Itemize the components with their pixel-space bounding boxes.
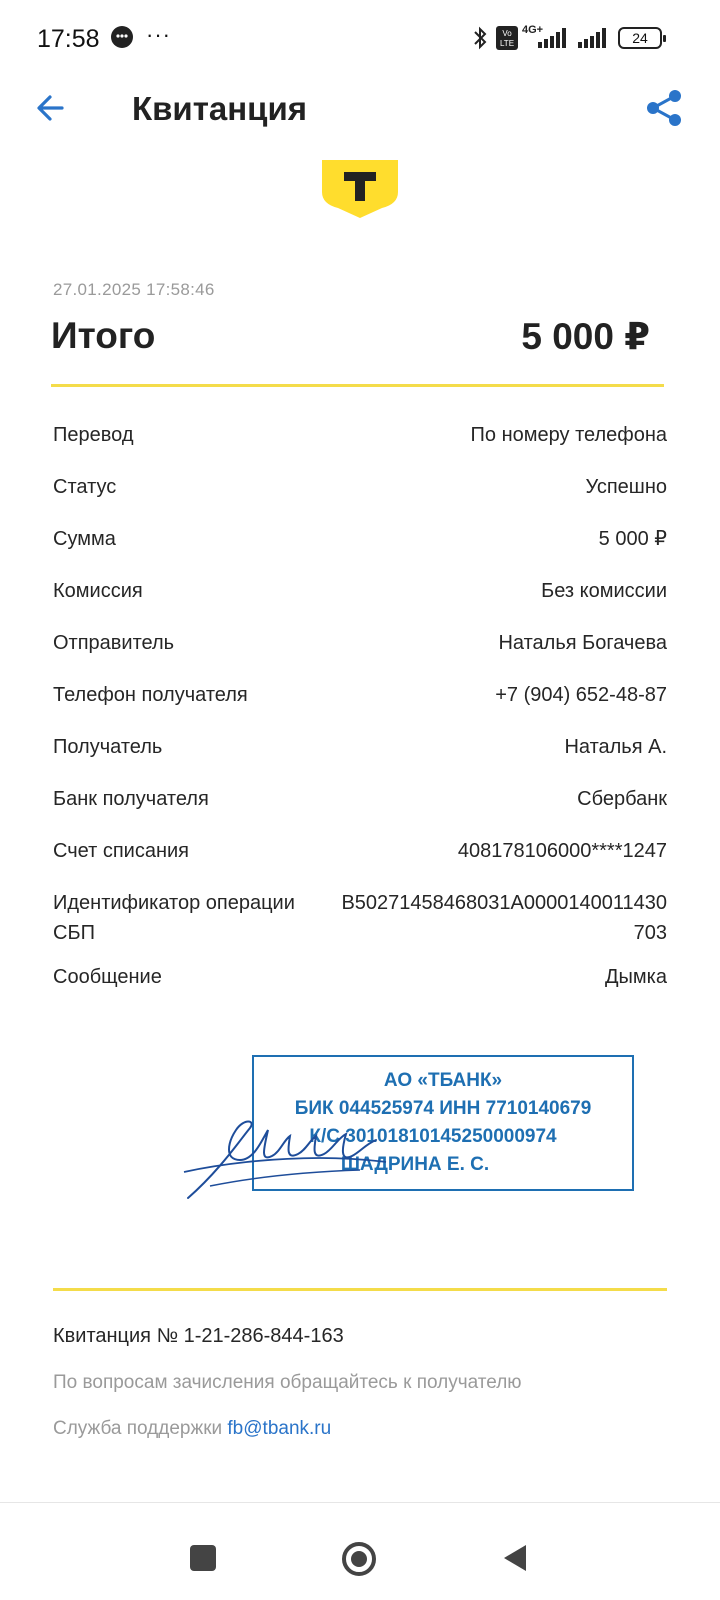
- detail-row-recipient: [53, 732, 667, 762]
- detail-row-sbp-operation-id: [53, 888, 667, 948]
- detail-label: Банк получателя: [53, 788, 209, 810]
- detail-value: 408178106000****1247: [457, 840, 667, 862]
- home-button[interactable]: [341, 1541, 377, 1577]
- detail-value: Без комиссии: [541, 580, 667, 602]
- detail-row-recipient-phone: [53, 680, 667, 710]
- back-arrow-icon[interactable]: [32, 88, 72, 128]
- volte-icon: [496, 26, 518, 50]
- detail-label: Сумма: [53, 528, 116, 550]
- total-amount: 5 000 ₽: [521, 316, 650, 357]
- detail-value: Сбербанк: [577, 788, 667, 810]
- info-text: По вопросам зачисления обращайтесь к получателю: [53, 1372, 522, 1393]
- stamp-correspondent-account: К/С 30101810145250000974: [309, 1126, 557, 1147]
- total-label: Итого: [51, 315, 156, 356]
- more-notifications-icon: ···: [146, 22, 171, 47]
- svg-text:Vo: Vo: [502, 29, 512, 38]
- stamp-bik-inn: БИК 044525974 ИНН 7710140679: [294, 1098, 592, 1119]
- detail-value: Наталья Богачева: [498, 632, 667, 654]
- recent-apps-button[interactable]: [190, 1545, 216, 1571]
- handwritten-signature: [180, 1100, 390, 1210]
- detail-value: Наталья А.: [564, 736, 667, 758]
- detail-row-recipient-bank: [53, 784, 667, 814]
- detail-value: По номеру телефона: [470, 424, 667, 446]
- signal-strength-icon: [538, 28, 568, 48]
- back-nav-button[interactable]: [502, 1543, 528, 1573]
- detail-row-amount: [53, 524, 667, 554]
- detail-row-debit-account: [53, 836, 667, 866]
- detail-label: Сообщение: [53, 966, 162, 988]
- page-title: Квитанция: [132, 90, 307, 127]
- bluetooth-icon: [472, 26, 488, 50]
- detail-label: Отправитель: [53, 632, 175, 654]
- message-notification-icon: [110, 25, 134, 49]
- stamp-signer: ШАДРИНА Е. С.: [340, 1154, 490, 1175]
- detail-value: Дымка: [605, 966, 667, 988]
- status-bar: [0, 0, 720, 78]
- status-time: 17:58: [37, 25, 100, 53]
- detail-label: Телефон получателя: [53, 684, 248, 706]
- detail-label: Комиссия: [53, 580, 143, 602]
- receipt-details: [53, 420, 667, 1014]
- detail-row-sender: [53, 628, 667, 658]
- network-type-label: 4G+: [522, 24, 544, 36]
- support-email-link[interactable]: fb@tbank.ru: [227, 1418, 332, 1439]
- signal-strength-icon-2: [578, 28, 608, 48]
- detail-row-status: [53, 472, 667, 502]
- stamp-bank-name: АО «ТБАНК»: [383, 1070, 503, 1091]
- divider: [51, 384, 664, 387]
- detail-value: 5 000 ₽: [598, 528, 667, 550]
- receipt-number: Квитанция № 1-21-286-844-163: [53, 1325, 344, 1347]
- svg-text:LTE: LTE: [499, 39, 515, 48]
- system-nav-bar: [0, 1503, 720, 1600]
- detail-value: B50271458468031A0000140011430703: [341, 892, 667, 944]
- support-label: Служба поддержки: [53, 1418, 228, 1439]
- detail-row-transfer-type: [53, 420, 667, 450]
- detail-row-fee: [53, 576, 667, 606]
- battery-icon: 24: [618, 27, 662, 49]
- tbank-logo: [322, 160, 398, 218]
- support-line: [53, 1418, 331, 1440]
- detail-label: Счет списания: [53, 840, 189, 862]
- detail-label: Получатель: [53, 736, 163, 758]
- detail-label: Перевод: [53, 424, 134, 446]
- detail-value: +7 (904) 652-48-87: [495, 684, 667, 706]
- detail-row-message: [53, 962, 667, 992]
- transaction-datetime: 27.01.2025 17:58:46: [53, 280, 215, 299]
- divider: [53, 1288, 667, 1291]
- detail-value: Успешно: [585, 476, 667, 498]
- detail-label: Статус: [53, 476, 117, 498]
- app-bar: [0, 78, 720, 144]
- detail-label: Идентификатор операции СБП: [53, 892, 295, 944]
- share-icon[interactable]: [642, 86, 686, 130]
